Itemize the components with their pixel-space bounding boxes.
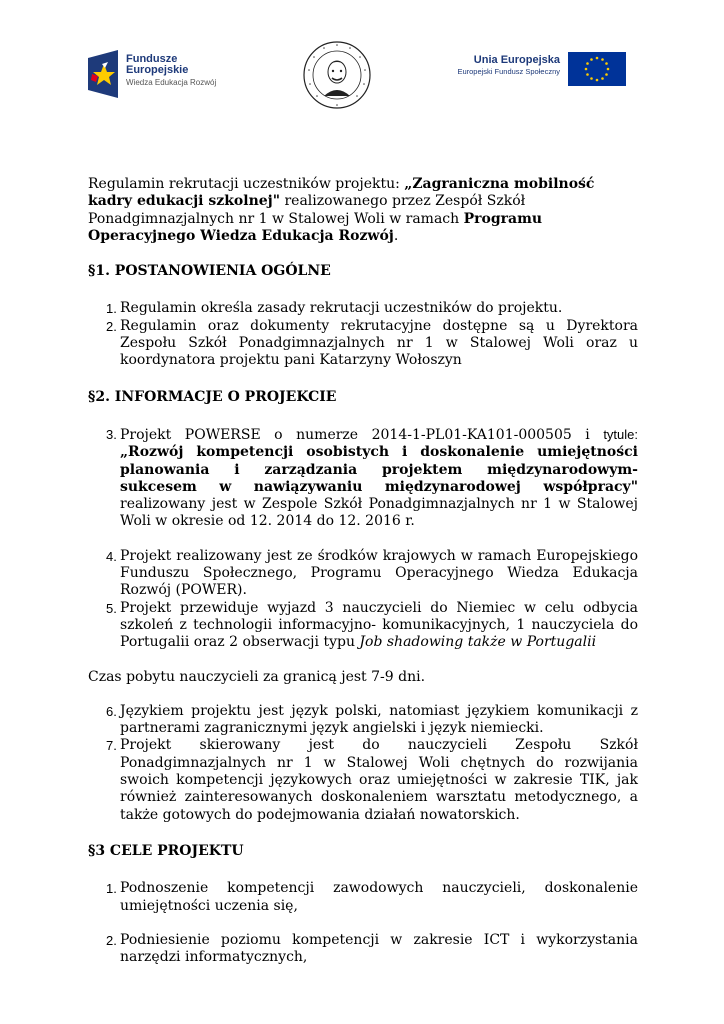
section2-list-c <box>88 703 638 824</box>
list-item <box>88 426 638 531</box>
section1-list <box>88 300 638 369</box>
list-item <box>88 318 638 370</box>
fe-line1: Fundusze <box>126 53 178 65</box>
section3-list <box>88 880 638 966</box>
item5-italic: Job shadowing także w Portugalii <box>359 634 597 651</box>
section1-heading: §1. POSTANOWIENIA OGÓLNE <box>88 263 331 280</box>
document-body <box>88 176 638 966</box>
list-text: Podnoszenie kompetencji zawodowych nauczycieli, doskonalenie umiejętności uczenia się, <box>120 880 638 914</box>
header-logos <box>0 0 724 120</box>
list-number: 5. <box>106 600 117 616</box>
eu-flag-icon <box>568 52 626 86</box>
item3-project-title: „Rozwój kompetencji osobistych i doskonalenie umiejętności planowania i zarządzania projektem międzynarodowym- sukcesem w nawiązywaniu międzynarodowej współpracy" <box>120 444 638 495</box>
list-item <box>88 300 638 317</box>
list-number: 3. <box>106 426 117 442</box>
intro-paragraph <box>88 176 638 245</box>
list-number: 6. <box>106 703 117 719</box>
intro-program-name: Programu Operacyjnego Wiedza Edukacja Rozwój <box>88 210 543 244</box>
list-item <box>88 880 638 915</box>
list-text: Regulamin oraz dokumenty rekrutacyjne dostępne są u Dyrektora Zespołu Szkół Ponadgimnazjalnych nr 1 w Stalowej Woli oraz u koordynatora projektu pani Katarzyny Wołoszyn <box>120 317 638 369</box>
intro-part2: realizowanego przez Zespół Szkół Ponadgimnazjalnych nr 1 w Stalowej Woli w ramach <box>88 193 526 227</box>
eu-logo <box>448 52 628 86</box>
list-text: Podniesienie poziomu kompetencji w zakresie ICT i wykorzystania narzędzi informatycznych, <box>120 931 638 966</box>
list-text: Regulamin określa zasady rekrutacji uczestników do projektu. <box>120 300 563 317</box>
fe-line3: Wiedza Edukacja Rozwój <box>126 78 217 87</box>
stay-duration: Czas pobytu nauczycieli za granicą jest 7-9 dni. <box>88 668 426 685</box>
section2-list-a <box>88 426 638 531</box>
fe-line2: Europejskie <box>126 64 189 76</box>
fundusze-europejskie-logo <box>88 50 238 100</box>
section2-list-b <box>88 548 638 652</box>
item3-part2: realizowany jest w Zespole Szkół Ponadgimnazjalnych nr 1 w Stalowej Woli w okresie od 12. 2014 do 12. 2016 r. <box>120 496 638 530</box>
eu-line2: Europejski Fundusz Społeczny <box>457 67 560 76</box>
list-text: Projekt skierowany jest do nauczycieli Zespołu Szkół Ponadgimnazjalnych nr 1 w Stalowej Woli chętnych do rozwijania swoich kompetencji językowych oraz umiejętności w zakresie TIK, jak również zainteresowanych doskonaleniem warsztatu metodycznego, a także gotowych do podejmowania działań nowatorskich. <box>120 737 638 823</box>
list-number: 4. <box>106 548 117 564</box>
list-text: Projekt realizowany jest ze środków krajowych w ramach Europejskiego Funduszu Społecznego, Programu Operacyjnego Wiedza Edukacja Rozwój (POWER). <box>120 547 638 599</box>
eu-line1: Unia Europejska <box>473 54 560 66</box>
item3-tytule: tytule: <box>603 426 638 442</box>
list-item <box>88 737 638 823</box>
list-number: 1. <box>106 301 117 317</box>
item3-part1: Projekt POWERSE o numerze 2014-1-PL01-KA101-000505 i <box>120 426 604 443</box>
fe-star-icon <box>88 50 122 98</box>
list-text: Projekt przewiduje wyjazd 3 nauczycieli do Niemiec w celu odbycia szkoleń z technologii informacyjno- komunikacyjnych, 1 nauczyciela do Portugalii oraz 2 obserwacji typu <box>120 599 638 651</box>
section2-heading: §2. INFORMACJE O PROJEKCIE <box>88 388 337 405</box>
list-item <box>88 548 638 600</box>
intro-part1: Regulamin rekrutacji uczestników projektu: <box>88 176 405 192</box>
list-number: 1. <box>106 881 117 897</box>
list-number: 7. <box>106 738 117 754</box>
school-seal-logo <box>302 40 372 110</box>
list-text: Językiem projektu jest język polski, natomiast językiem komunikacji z partnerami zagranicznymi język angielski i język niemiecki. <box>120 702 638 737</box>
list-number: 2. <box>106 932 117 948</box>
list-item <box>88 600 638 652</box>
intro-project-title: „Zagraniczna mobilność kadry edukacji szkolnej" <box>88 176 595 210</box>
section3-heading: §3 CELE PROJEKTU <box>88 842 244 859</box>
list-item <box>88 703 638 738</box>
list-item <box>88 932 638 967</box>
list-number: 2. <box>106 318 117 334</box>
intro-part3: . <box>393 227 399 244</box>
